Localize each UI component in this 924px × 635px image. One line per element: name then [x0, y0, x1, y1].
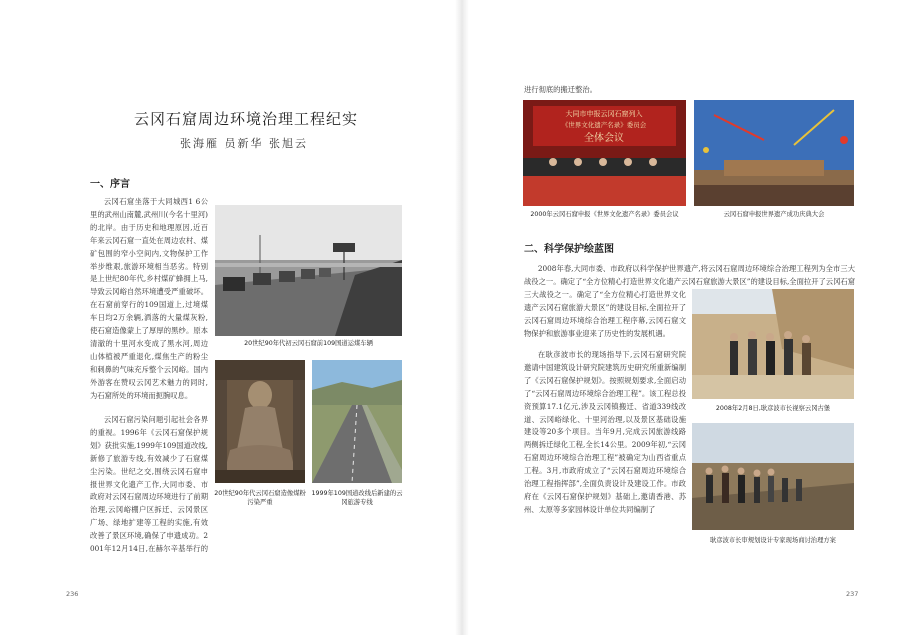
intro-paragraph-1-text: 云冈石窟坐落于大同城西1 6公里的武州山南麓,武州川(今名十里河)的北岸。由于历史和地理原因,近百年来云冈石窟一直处在周边农村、煤矿包围的窄小空间内,文物保护工作举步维艰,旅游环境相当恶劣。特别是上世纪80年代,乡村煤矿蜂拥上马,导致云冈峪自然环境遭受严重破坏。在石窟前穿行的109国道上,过境煤车日均2万余辆,洒落的大量煤灰粉,使石窟造像蒙上了厚厚的黑纱。原本清澈的十里河水变成了黑水河,周边山体植被严重退化,煤焦生产的粉尘和刺鼻的气味充斥整个云冈峪。国内外游客在赞叹云冈艺术魅力的同时,为石窟所处的环境而扼腕叹息。 — [90, 197, 208, 400]
planning-paragraph-2-text: 在耿彦波市长的现场指导下,云冈石窟研究院邀请中国建筑设计研究院建筑历史研究所重新编制了《云冈石窟保护规划》。按照规划要求,全面启动了“云冈石窟周边环境综合治理工程”。该工程总投资预算17.1亿元,涉及云冈镇搬迁、省道339线改道、云冈峪绿化、十里河治理,以及景区基础设施建设等20多个项目。当年9月,完成云冈旅游线路两侧拆迁绿化工程,全长14公里。2009年初,“云冈石窟周边环境综合治理工程”被确定为山西省重点工程。3月,市政府成立了“云冈石窟周边环境综合治理工程指挥部”,全面负责设计及建设工作。市政府在《云冈石窟保护规划》基础上,邀请香港、苏州、太原等多家园林设计单位共同编制了 — [524, 350, 686, 514]
right-page — [462, 0, 924, 635]
site-review-photo — [692, 423, 854, 530]
caption-buddha: 20世纪90年代云冈石窟造像煤粉污染严重 — [214, 490, 306, 506]
article-authors: 张海雁 员新华 张旭云 — [180, 137, 308, 150]
tourist-highway-photo — [312, 360, 402, 483]
buddha-statue-photo — [215, 360, 305, 483]
planning-paragraph-1-text: 2008年春,大同市委、市政府以科学保护世界遗产,将云冈石窟周边环境综合治理工程列为全市三大战役之一。确定了“全方位精心打造世界文化遗产云冈石窟旅游大景区”的建设目标,全面拉开了云冈石窟 — [524, 264, 855, 286]
caption-celebration: 云冈石窟申报世界遗产成功庆典大会 — [723, 211, 825, 218]
coal-trucks-photo — [215, 205, 402, 336]
celebration-photo — [694, 100, 854, 206]
banner-line-3: 全体会议 — [584, 133, 624, 144]
section-heading-planning: 二、科学保护绘蓝图 — [524, 244, 614, 255]
caption-highway: 1999年109国道改线后新建的云冈旅游专线 — [311, 490, 403, 506]
caption-coal-trucks: 20世纪90年代初云冈石窟前109国道运煤车辆 — [244, 340, 373, 347]
section-heading-intro: 一、序言 — [90, 179, 130, 190]
caption-site-review: 耿彦波市长审规划设计专家现场商讨治理方案 — [710, 537, 836, 544]
caption-meeting: 2000年云冈石窟申报《世界文化遗产名录》委员会议 — [530, 211, 679, 218]
intro-paragraph-2-text: 云冈石窟污染问题引起社会各界的重视。1996年《云冈石窟保护规划》获批实施,1999年109国道改线,新修了旅游专线,有效减少了石窟煤尘污染。世纪之交,围绕云冈石窟申报世界文化遗产工作,大同市委、市政府对云冈石窟周边环境进行了前期治理,云冈峪棚户区拆迁、云冈景区广场、绿地扩建等工程的实施,有效改善了景区环境,确保了申遗成功。2001年12月14日,在赫尔辛基举行的 — [90, 415, 208, 554]
planning-paragraph-2 — [524, 349, 686, 549]
continued-text: 进行彻底的搬迁整治。 — [524, 85, 597, 94]
caption-inspection: 2008年2月8日,耿彦波市长视察云冈古堡 — [715, 405, 831, 412]
intro-paragraph-1 — [90, 196, 208, 403]
page-number-left: 236 — [66, 590, 79, 598]
committee-meeting-photo — [523, 100, 686, 206]
planning-paragraph-1-rest — [524, 289, 686, 341]
page-number-right: 237 — [846, 590, 859, 598]
article-title: 云冈石窟周边环境治理工程纪实 — [134, 110, 359, 128]
inspection-photo — [692, 289, 854, 399]
banner-line-1: 大同市申报云冈石窟列入 — [565, 110, 643, 118]
intro-paragraph-2 — [90, 414, 208, 554]
planning-paragraph-1-top — [524, 263, 855, 289]
planning-paragraph-1-continued: 三大战役之一。确定了“全方位精心打造世界文化遗产云冈石窟旅游大景区”的建设目标,全面拉开了云冈石窟周边环境综合治理工程序幕,云冈石窟文物保护和旅游事业迎来了历史性的发展机遇。 — [524, 289, 686, 338]
banner-line-2: 《世界文化遗产名录》委员会 — [561, 121, 647, 129]
